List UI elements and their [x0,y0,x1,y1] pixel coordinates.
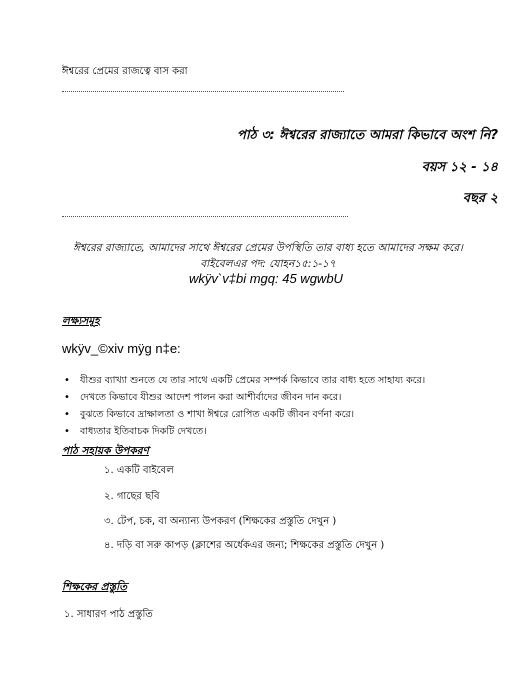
objective-item: • যীশুর ব্যাখ্যা শুনতে যে তার সাথে একটি প্রেমের সম্পর্ক কিভাবে তার বাধ্য হতে সাহায্য করে। [62,372,425,389]
age-range: বয়স ১২ - ১৪ [421,160,498,175]
objectives-intro: wkÿv_©xiv mÿg n‡e: [62,341,181,356]
material-item: ৪. দড়ি বা সরু কাপড় (ক্লাশের অর্ধেকএর জন্য; শিক্ষকের প্রস্তুতি দেখুন ) [104,540,385,551]
lesson-title: পাঠ ৩: ঈশ্বরের রাজ্যাতে আমরা কিভাবে অংশ নি? [237,128,498,143]
objective-item: • বুঝতে কিভাবে দ্রাক্ষালতা ও শাখা ঈশ্বরে রোপিত একটি জীবন বর্ণনা করে। [62,406,425,423]
header-divider [62,91,344,92]
intro-paragraph: ঈশ্বরের রাজ্যাতে, আমাদের সাথে ঈশ্বরের প্রেমের উপস্থিতি তার বাধ্য হতে আমাদের সক্ষম করে। বাইবেলএর পদ: যোহন১৫:১-১৭ [73,242,463,270]
objective-item: • বাধ্যতার ইতিবাচক দিকটি দেখতে। [62,423,425,440]
objectives-heading: লক্ষ্যসমূহ [62,315,100,327]
material-item: ২. গাছের ছবি [104,491,160,502]
objectives-list [62,372,425,440]
year-label: বছর ২ [462,191,498,206]
material-item: ১. একটি বাইবেল [104,465,174,476]
title-divider [62,216,348,217]
document-header: ঈশ্বরের প্রেমের রাজত্বে বাস করা [62,66,188,77]
objective-item: • দেখতে কিভাবে যীশুর আদেশ পালন করা আশীর্বাদের জীবন দান করে। [62,389,425,406]
material-item: ৩. টেপ, চক, বা অন্যান্য উপকরণ (শিক্ষকের প্রস্তুতি দেখুন ) [104,516,337,527]
teacher-prep-item: ১. সাধারণ পাঠ প্রস্তুতি [64,609,153,620]
materials-heading: পাঠ সহায়ক উপকরণ [62,445,149,457]
teacher-prep-heading: শিক্ষকের প্রস্তুতি [62,581,127,593]
time-line: wkÿv`v‡bi mgq: 45 wgwbU [189,271,343,286]
